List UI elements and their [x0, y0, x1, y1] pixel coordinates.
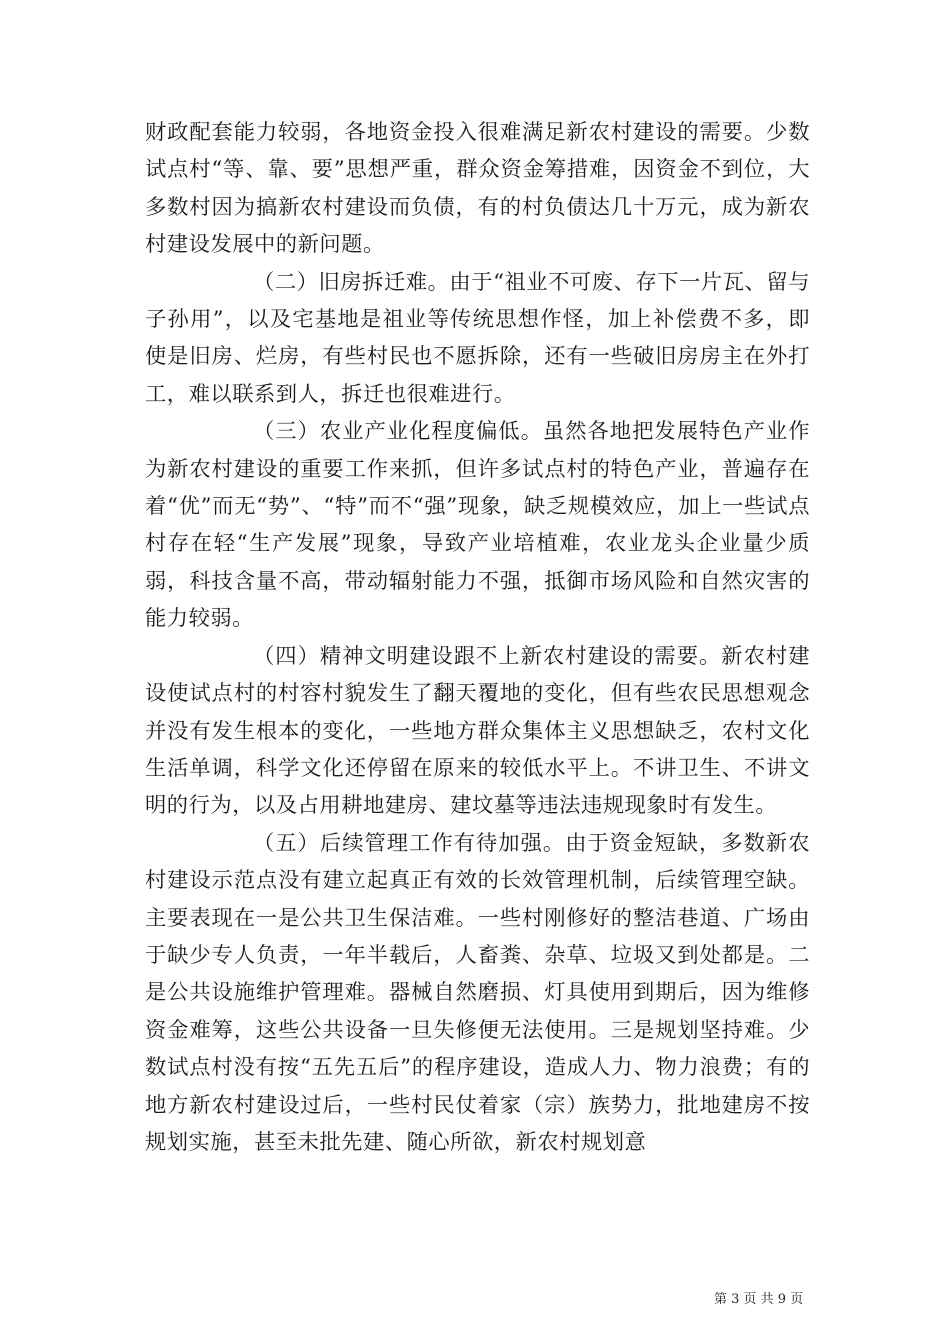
paragraph-industrialization: （三）农业产业化程度偏低。虽然各地把发展特色产业作为新农村建设的重要工作来抓，但许多试点村的特色产业，普遍存在着“优”而无“势”、“特”而不“强”现象，缺乏规模效应，加上一些试点村存在轻“生产发展”现象，导致产业培植难，农业龙头企业量少质弱，科技含量不高，带动辐射能力不强，抵御市场风险和自然灾害的能力较弱。: [145, 419, 810, 632]
paragraph-funding: 财政配套能力较弱，各地资金投入很难满足新农村建设的需要。少数试点村“等、靠、要”思想严重，群众资金筹措难，因资金不到位，大多数村因为搞新农村建设而负债，有的村负债达几十万元，成为新农村建设发展中的新问题。: [145, 120, 810, 258]
paragraph-management: （五）后续管理工作有待加强。由于资金短缺，多数新农村建设示范点没有建立起真正有效的长效管理机制，后续管理空缺。主要表现在一是公共卫生保洁难。一些村刚修好的整洁巷道、广场由于缺少专人负责，一年半载后，人畜粪、杂草、垃圾又到处都是。二是公共设施维护管理难。器械自然磨损、灯具使用到期后，因为维修资金难筹，这些公共设备一旦失修便无法使用。三是规划坚持难。少数试点村没有按“五先五后”的程序建设，造成人力、物力浪费；有的地方新农村建设过后，一些村民仗着家（宗）族势力，批地建房不按规划实施，甚至未批先建、随心所欲，新农村规划意: [145, 830, 810, 1155]
page-number: 第 3 页 共 9 页: [714, 1292, 804, 1307]
paragraph-demolition: （二）旧房拆迁难。由于“祖业不可废、存下一片瓦、留与子孙用”，以及宅基地是祖业等传统思想作怪，加上补偿费不多，即使是旧房、烂房，有些村民也不愿拆除，还有一些破旧房房主在外打工，难以联系到人，拆迁也很难进行。: [145, 269, 810, 407]
document-body: [145, 114, 810, 1161]
paragraph-civilization: （四）精神文明建设跟不上新农村建设的需要。新农村建设使试点村的村容村貌发生了翻天覆地的变化，但有些农民思想观念并没有发生根本的变化，一些地方群众集体主义思想缺乏，农村文化生活单调，科学文化还停留在原来的较低水平上。不讲卫生、不讲文明的行为，以及占用耕地建房、建坟墓等违法违规现象时有发生。: [145, 643, 810, 819]
